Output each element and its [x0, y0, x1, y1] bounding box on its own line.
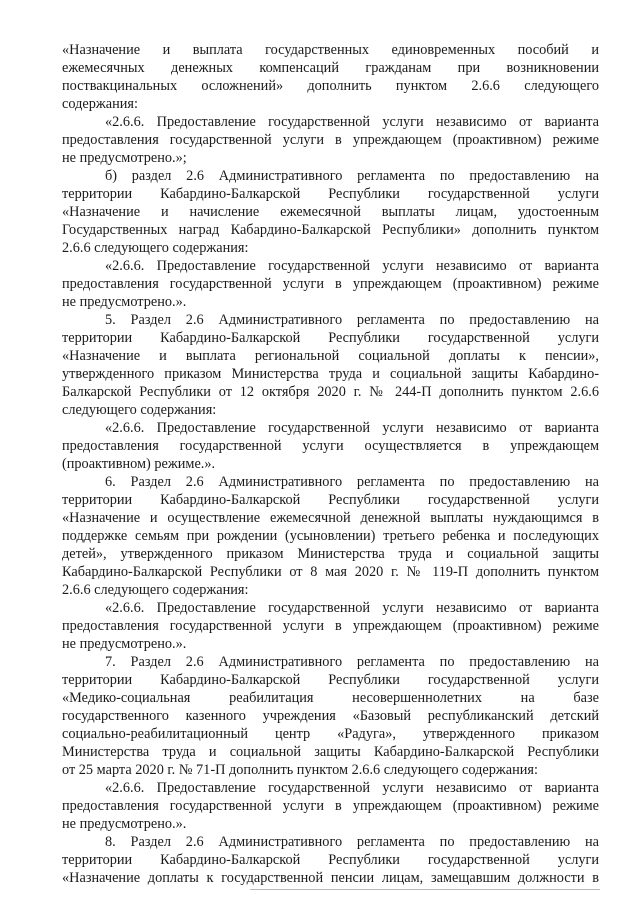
text-line: (проактивном) режиме.». — [62, 456, 216, 472]
text-line: содержания: — [62, 96, 138, 112]
scan-edge-divider — [250, 889, 600, 890]
text-line: 6. Раздел 2.6 Административного регламента по предоставлению на — [105, 474, 599, 490]
text-line: социально-реабилитационный центр «Радуга», утвержденного приказом — [62, 726, 599, 742]
text-line: предоставления государственной услуги в упреждающем (проактивном) режиме — [62, 798, 599, 814]
text-line: «2.6.6. Предоставление государственной услуги независимо от варианта — [105, 420, 599, 436]
text-line: Балкарской Республики от 12 октября 2020 г. № 244-П дополнить пунктом 2.6.6 — [62, 384, 599, 400]
text-line: «Назначение и выплата государственных единовременных пособий и — [62, 42, 599, 58]
text-line: территории Кабардино-Балкарской Республики государственной услуги — [62, 852, 599, 868]
text-line: предоставления государственной услуги осуществляется в упреждающем — [62, 438, 599, 454]
text-line: территории Кабардино-Балкарской Республики государственной услуги — [62, 330, 599, 346]
text-line: Государственных наград Кабардино-Балкарской Республики» дополнить пунктом — [62, 222, 599, 238]
text-line: поддержке семьям при рождении (усыновлении) третьего ребенка и последующих — [62, 528, 599, 544]
text-line: от 25 марта 2020 г. № 71-П дополнить пунктом 2.6.6 следующего содержания: — [62, 762, 538, 778]
text-line: предоставления государственной услуги в упреждающем (проактивном) режиме — [62, 618, 599, 634]
text-line: предоставления государственной услуги в упреждающем (проактивном) режиме — [62, 276, 599, 292]
text-line: не предусмотрено.». — [62, 294, 187, 310]
text-line: 7. Раздел 2.6 Административного регламента по предоставлению на — [105, 654, 599, 670]
text-line: «2.6.6. Предоставление государственной услуги независимо от варианта — [105, 258, 599, 274]
text-line: «Медико-социальная реабилитация несовершеннолетних на базе — [62, 690, 599, 706]
text-line: Кабардино-Балкарской Республики от 8 мая 2020 г. № 119-П дополнить пунктом — [62, 564, 599, 580]
text-line: территории Кабардино-Балкарской Республики государственной услуги — [62, 186, 599, 202]
text-line: «2.6.6. Предоставление государственной услуги независимо от варианта — [105, 780, 599, 796]
text-line: утвержденного приказом Министерства труда и социальной защиты Кабардино- — [62, 366, 599, 382]
text-line: государственного казенного учреждения «Базовый республиканский детский — [62, 708, 599, 724]
text-line: «2.6.6. Предоставление государственной услуги независимо от варианта — [105, 114, 599, 130]
text-line: «2.6.6. Предоставление государственной услуги независимо от варианта — [105, 600, 599, 616]
text-line: не предусмотрено.». — [62, 636, 187, 652]
text-line: 8. Раздел 2.6 Административного регламента по предоставлению на — [105, 834, 599, 850]
text-line: «Назначение и начисление ежемесячной выплаты лицам, удостоенным — [62, 204, 599, 220]
text-line: «Назначение доплаты к государственной пенсии лицам, замещавшим должности в — [62, 870, 599, 886]
text-line: поствакцинальных осложнений» дополнить пунктом 2.6.6 следующего — [62, 78, 599, 94]
text-line: не предусмотрено.». — [62, 816, 187, 832]
text-line: б) раздел 2.6 Административного регламента по предоставлению на — [105, 168, 599, 184]
text-line: предоставления государственной услуги в упреждающем (проактивном) режиме — [62, 132, 599, 148]
text-line: Министерства труда и социальной защиты Кабардино-Балкарской Республики — [62, 744, 599, 760]
text-line: 2.6.6 следующего содержания: — [62, 582, 249, 598]
text-line: ежемесячных денежных компенсаций гражданам при возникновении — [62, 60, 599, 76]
text-line: территории Кабардино-Балкарской Республики государственной услуги — [62, 492, 599, 508]
text-line: «Назначение и выплата региональной социальной доплаты к пенсии», — [62, 348, 599, 364]
text-line: 5. Раздел 2.6 Административного регламента по предоставлению на — [105, 312, 599, 328]
text-line: детей», утвержденного приказом Министерства труда и социальной защиты — [62, 546, 599, 562]
text-line: 2.6.6 следующего содержания: — [62, 240, 249, 256]
text-line: «Назначение и осуществление ежемесячной денежной выплаты нуждающимся в — [62, 510, 599, 526]
text-line: не предусмотрено.»; — [62, 150, 187, 166]
text-line: следующего содержания: — [62, 402, 217, 418]
text-line: территории Кабардино-Балкарской Республики государственной услуги — [62, 672, 599, 688]
